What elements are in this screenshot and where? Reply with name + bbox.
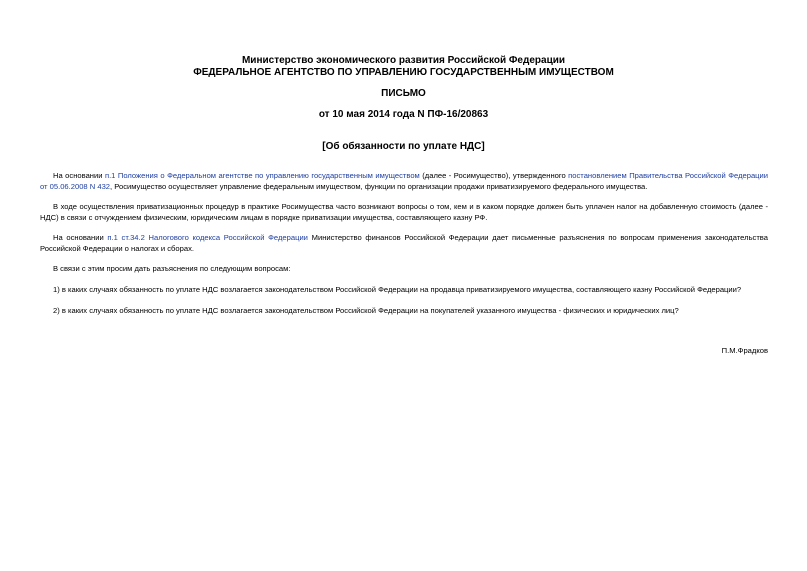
paragraph-3 <box>40 232 768 254</box>
paragraph-2: В ходе осуществления приватизационных процедур в практике Росимущества часто возникают вопросы о том, кем и в каком порядке должен быть уплачен налог на добавленную стоимость (далее - НДС) в связи с отчуждением физическим, юридическим лицам в порядке приватизации имущества, составляющего казну РФ. <box>40 202 768 222</box>
agency-name: ФЕДЕРАЛЬНОЕ АГЕНТСТВО ПО УПРАВЛЕНИЮ ГОСУДАРСТВЕННЫМ ИМУЩЕСТВОМ <box>193 67 614 78</box>
paragraph-1-text-b: (далее - Росимущество), утвержденного <box>419 171 569 180</box>
paragraph-1-text-c: , Росимущество осуществляет управление федеральным имуществом, функции по организации продажи приватизируемого федерального имущества. <box>110 182 648 191</box>
paragraph-1 <box>40 170 768 192</box>
paragraph-3-text-a: На основании <box>53 233 108 242</box>
paragraph-4: В связи с этим просим дать разъяснения по следующим вопросам: <box>53 264 291 273</box>
link-government-decree[interactable]: постановлением Правительства Российской Федерации от 05.06.2008 N 432 <box>40 171 769 191</box>
question-1: 1) в каких случаях обязанность по уплате НДС возлагается законодательством Российской Федерации на продавца приватизируемого имущества, составляющего казну Российской Федерации? <box>53 285 742 294</box>
document-type: ПИСЬМО <box>381 88 426 99</box>
question-2: 2) в каких случаях обязанность по уплате НДС возлагается законодательством Российской Федерации на покупателей указанного имущества - физических и юридических лиц? <box>53 306 679 315</box>
link-tax-code[interactable]: п.1 ст.34.2 Налогового кодекса Российской Федерации <box>107 233 308 242</box>
paragraph-3-text-b: Министерство финансов Российской Федерации дает письменные разъяснения по вопросам применения законодательства Российской Федерации о налогах и сборах. <box>40 233 768 253</box>
signature: П.М.Фрадков <box>721 346 768 355</box>
link-agency-regulation[interactable]: п.1 Положения о Федеральном агентстве по управлению государственным имуществом <box>104 171 420 180</box>
ministry-name: Министерство экономического развития Российской Федерации <box>241 55 566 66</box>
letter-header <box>0 55 807 79</box>
paragraph-1-text-a: На основании <box>53 171 105 180</box>
document-date-number: от 10 мая 2014 года N ПФ-16/20863 <box>318 109 489 120</box>
document-subject: [Об обязанности по уплате НДС] <box>322 141 485 152</box>
